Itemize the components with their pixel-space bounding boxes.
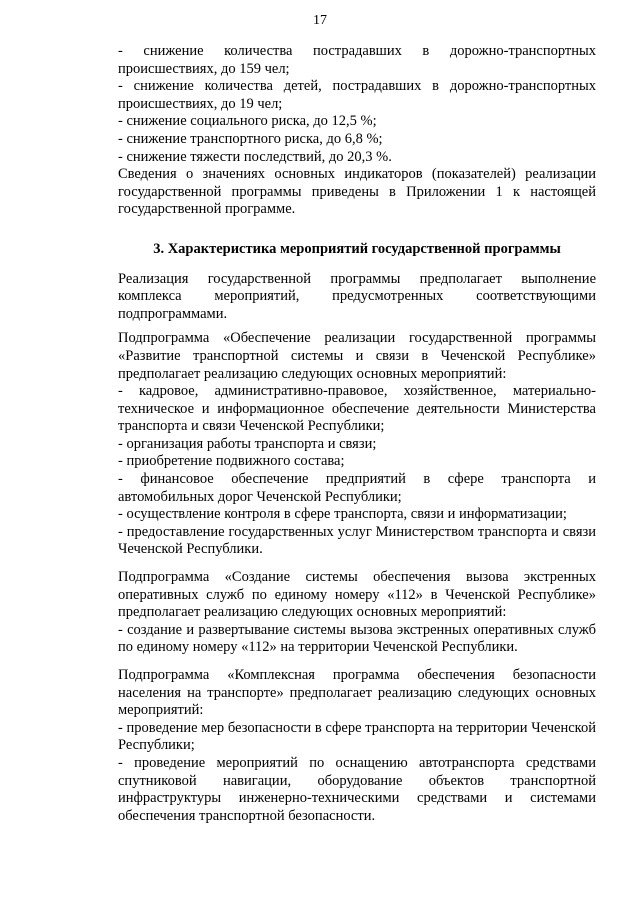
list-item: - организация работы транспорта и связи; <box>118 435 377 452</box>
document-body <box>118 43 596 825</box>
list-item: - проведение мероприятий по оснащению автотранспорта средствами спутниковой навигации, оборудование объектов транспортной инфраструктуры инженерно-техническими средствами и системами обеспечения транспортной безопасности. <box>118 754 596 824</box>
subprogram-3-intro: Подпрограмма «Комплексная программа обеспечения безопасности населения на транспорте» предполагает реализацию следующих основных мероприятий: <box>118 667 596 719</box>
list-item: - снижение тяжести последствий, до 20,3 %. <box>118 148 392 165</box>
list-item: - осуществление контроля в сфере транспорта, связи и информатизации; <box>118 506 567 523</box>
list-item: - проведение мер безопасности в сфере транспорта на территории Чеченской Республики; <box>118 719 596 754</box>
indicators-paragraph: Сведения о значениях основных индикаторов (показателей) реализации государственной программы приведены в Приложении 1 к настоящей государственной программе. <box>118 166 596 218</box>
intro-paragraph: Реализация государственной программы предполагает выполнение комплекса мероприятий, предусмотренных соответствующими подпрограммами. <box>118 270 596 322</box>
list-item: - снижение транспортного риска, до 6,8 %; <box>118 130 383 147</box>
list-item: - финансовое обеспечение предприятий в сфере транспорта и автомобильных дорог Чеченской Республики; <box>118 471 596 505</box>
list-item: - снижение количества детей, пострадавших в дорожно-транспортных происшествиях, до 19 чел; <box>118 78 596 112</box>
subprogram-2-intro: Подпрограмма «Создание системы обеспечения вызова экстренных оперативных служб по единому номеру «112» в Чеченской Республике» предполагает реализацию следующих основных мероприятий: <box>118 569 596 621</box>
section-heading: 3. Характеристика мероприятий государственной программы <box>153 240 561 257</box>
list-item: - создание и развертывание системы вызова экстренных оперативных служб по единому номеру «112» на территории Чеченской Республики. <box>118 621 596 656</box>
page-number: 17 <box>313 13 327 28</box>
list-item: - кадровое, административно-правовое, хозяйственное, материально-техническое и информационное обеспечение деятельности Министерства транспорта и связи Чеченской Республики; <box>118 383 596 435</box>
list-item: - приобретение подвижного состава; <box>118 453 345 470</box>
subprogram-1-intro: Подпрограмма «Обеспечение реализации государственной программы «Развитие транспортной системы и связи в Чеченской Республике» предполагает реализацию следующих основных мероприятий: <box>118 330 596 382</box>
list-item: - снижение количества пострадавших в дорожно-транспортных происшествиях, до 159 чел; <box>118 43 596 77</box>
list-item: - предоставление государственных услуг Министерством транспорта и связи Чеченской Республики. <box>118 523 596 558</box>
list-item: - снижение социального риска, до 12,5 %; <box>118 113 377 130</box>
